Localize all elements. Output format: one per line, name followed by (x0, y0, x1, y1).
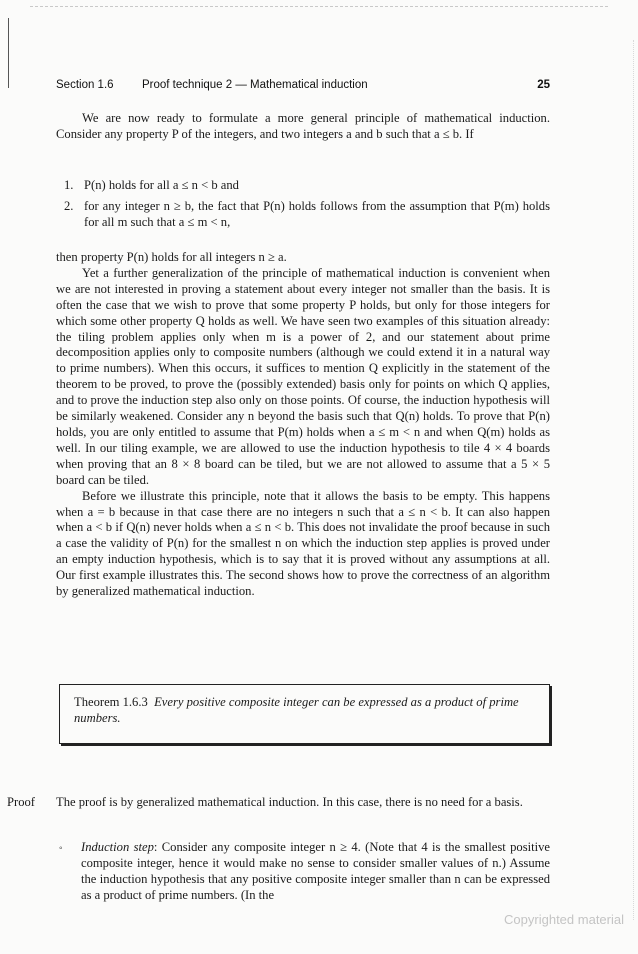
theorem-statement: Every positive composite integer can be expressed as a product of prime numbers. (74, 695, 519, 725)
paragraph-generalization: Yet a further generalization of the principle of mathematical induction is convenient when we are not interested in proving a statement about every integer not smaller than the basis. It is often the case that we wish to prove that some property P holds, but only for those integers for which some other property Q holds as well. We have seen two examples of this situation already: the tiling problem applies only when m is a power of 2, and our statement about prime decomposition applies only to composite numbers (although we could extend it in a natural way to prime numbers). When this occurs, it suffices to mention Q explicitly in the statement of the theorem to be proved, to prove the (possibly extended) basis only for points on which Q applies, and to prove the induction step also only on those points. Of course, the induction hypothesis will be similarly weakened. Consider any n beyond the basis such that Q(n) holds. To prove that P(n) holds, you are only entitled to assume that P(m) holds when a ≤ m < n and when Q(m) holds as well. In our tiling example, we are allowed to use the induction hypothesis to tile 4 × 4 boards when proving that an 8 × 8 board can be tiled, but we are not allowed to assume that a 5 × 5 board can be tiled. (56, 265, 550, 487)
right-scan-edge (632, 40, 634, 920)
conclusion-line: then property P(n) holds for all integers n ≥ a. (56, 250, 287, 264)
section-title: Proof technique 2 — Mathematical induction (142, 79, 368, 91)
page-number: 25 (537, 79, 550, 91)
theorem-label: Theorem 1.6.3 (74, 695, 148, 709)
section-label: Section 1.6 (56, 79, 114, 91)
top-scan-edge (30, 6, 608, 7)
induction-step-item (59, 840, 550, 904)
list-text: P(n) holds for all a ≤ n < b and (84, 178, 239, 192)
intro-paragraph-block (56, 111, 550, 143)
list-item (56, 199, 550, 231)
body-text (56, 250, 550, 600)
paragraph-empty-basis: Before we illustrate this principle, note that it allows the basis to be empty. This happens when a = b because in that case there are no integers n such that a ≤ n < b. It can also happen when a < b if Q(n) never holds when a ≤ n < b. This does not invalidate the proof because in such a case the validity of P(n) for the smallest n on which the induction step applies is proved under an empty induction hypothesis, which is to say that it is proved without any assumptions at all. Our first example illustrates this. The second shows how to prove the correctness of an algorithm by generalized mathematical induction. (56, 488, 550, 599)
intro-paragraph: We are now ready to formulate a more general principle of mathematical induction. Consider any property P of the integers, and two integers a and b such that a ≤ b. If (56, 111, 550, 141)
proof-intro: The proof is by generalized mathematical induction. In this case, there is no need for a basis. (56, 795, 523, 809)
bullet-icon: ◦ (59, 843, 63, 854)
list-number: 1. (64, 178, 74, 192)
proof-label: Proof (7, 795, 35, 809)
left-margin-rule (8, 18, 9, 88)
induction-step-label: Induction step (81, 840, 154, 854)
list-text: for any integer n ≥ b, the fact that P(n) holds follows from the assumption that P(m) holds for all m such that a ≤ m < n, (84, 198, 550, 229)
list-item (56, 178, 550, 194)
list-number: 2. (64, 198, 74, 213)
theorem-box (59, 684, 550, 744)
induction-step-text (81, 840, 550, 904)
conditions-list (56, 178, 550, 236)
copyright-watermark: Copyrighted material (504, 912, 624, 927)
induction-step-body: : Consider any composite integer n ≥ 4. (Note that 4 is the smallest positive composite integer, hence it would make no sense to consider smaller values of n.) Assume the induction hypothesis that any positive composite integer smaller than n can be expressed as a product of prime numbers. (In the (81, 840, 551, 902)
